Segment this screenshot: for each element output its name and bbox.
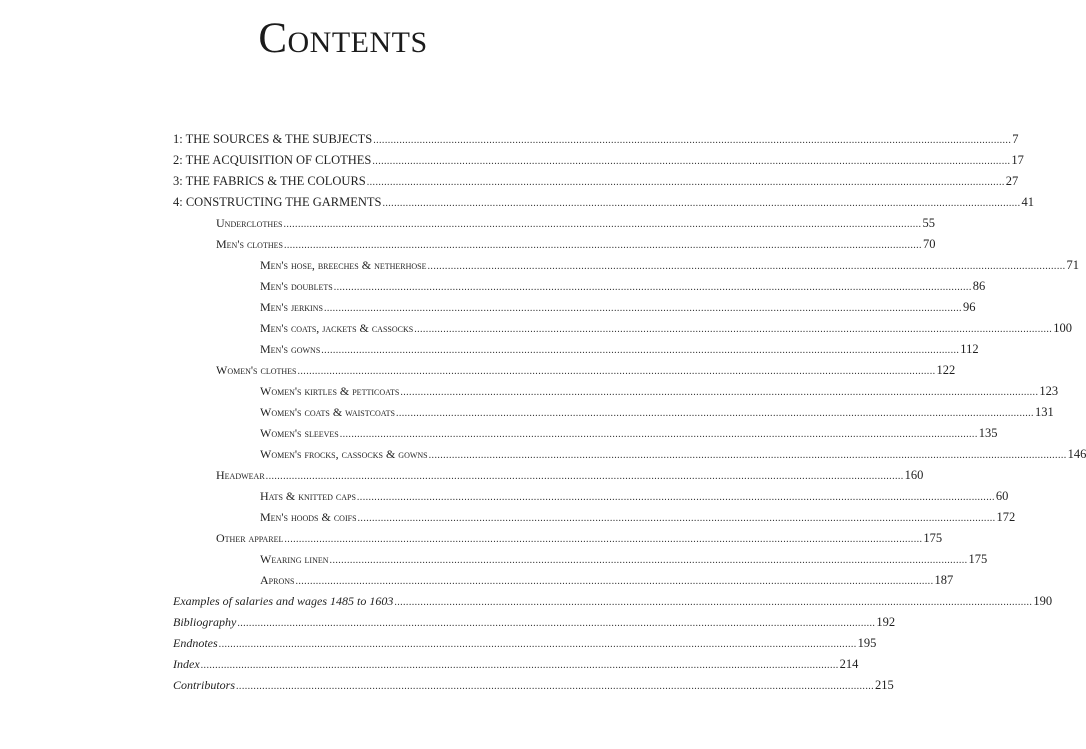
toc-entry-label: Men's clothes [216,237,283,251]
toc-entry-label: Men's gowns [260,342,321,356]
dot-leader: ............................................................................................................................................................................................................................ [200,660,839,671]
dot-leader: ............................................................................................................................................................................................................................ [427,261,1066,272]
toc-entry-label: 3: THE FABRICS & THE COLOURS [173,174,366,188]
toc-entry-label: Bibliography [173,615,237,629]
dot-leader: ............................................................................................................................................................................................................................ [357,513,996,524]
dot-leader: ............................................................................................................................................................................................................................ [373,135,1012,146]
dot-leader: ............................................................................................................................................................................................................................ [321,345,960,356]
toc-entry[interactable] [216,234,936,255]
toc-entry[interactable] [260,402,1054,423]
toc-entry-label: Men's coats, jackets & cassocks [260,321,414,335]
toc-entry-label: Aprons [260,573,295,587]
toc-entry[interactable] [173,171,1019,192]
toc-entry-page-number: 160 [904,468,924,482]
dot-leader: ............................................................................................................................................................................................................................ [297,366,936,377]
toc-entry-page-number: 175 [923,531,943,545]
toc-entry[interactable] [260,318,1072,339]
toc-entry-label: Endnotes [173,636,218,650]
toc-entry[interactable] [260,549,988,570]
toc-entry-label: Other apparel [216,531,284,545]
dot-leader: ............................................................................................................................................................................................................................ [283,219,922,230]
dot-leader: ............................................................................................................................................................................................................................ [395,408,1034,419]
toc-entry-label: Women's clothes [216,363,297,377]
dot-leader: ............................................................................................................................................................................................................................ [329,555,968,566]
toc-entry-page-number: 27 [1005,174,1019,188]
toc-entry-page-number: 172 [996,510,1016,524]
dot-leader: ............................................................................................................................................................................................................................ [284,534,923,545]
toc-entry-label: Women's sleeves [260,426,339,440]
toc-entry-label: 1: THE SOURCES & THE SUBJECTS [173,132,373,146]
toc-entry-page-number: 146 [1067,447,1086,461]
toc-entry-page-number: 195 [857,636,877,650]
toc-entry[interactable] [173,192,1034,213]
toc-entry-label: Headwear [216,468,265,482]
toc-entry[interactable] [173,633,877,654]
toc-entry-label: Men's hose, breeches & netherhose [260,258,427,272]
toc-entry[interactable] [260,423,998,444]
toc-entry[interactable] [260,339,979,360]
toc-entry[interactable] [260,381,1059,402]
toc-entry[interactable] [173,654,859,675]
dot-leader: ............................................................................................................................................................................................................................ [356,492,995,503]
toc-entry[interactable] [216,213,935,234]
toc-entry[interactable] [260,507,1016,528]
toc-entry-label: Contributors [173,678,236,692]
toc-entry-label: Underclothes [216,216,283,230]
dot-leader: ............................................................................................................................................................................................................................ [265,471,904,482]
toc-entry[interactable] [216,360,956,381]
toc-entry-page-number: 122 [936,363,956,377]
toc-entry-label: 4: CONSTRUCTING THE GARMENTS [173,195,382,209]
dot-leader: ............................................................................................................................................................................................................................ [237,618,876,629]
toc-entry[interactable] [173,150,1024,171]
dot-leader: ............................................................................................................................................................................................................................ [218,639,857,650]
toc-entry-page-number: 175 [968,552,988,566]
dot-leader: ............................................................................................................................................................................................................................ [394,597,1033,608]
toc-entry[interactable] [260,570,954,591]
toc-entry[interactable] [173,129,1019,150]
toc-entry-page-number: 55 [922,216,935,230]
toc-entry-label: Men's doublets [260,279,333,293]
toc-entry-page-number: 71 [1066,258,1080,272]
toc-entry-page-number: 135 [978,426,998,440]
dot-leader: ............................................................................................................................................................................................................................ [323,303,962,314]
toc-entry-label: Men's jerkins [260,300,323,314]
toc-entry-page-number: 17 [1011,153,1024,167]
dot-leader: ............................................................................................................................................................................................................................ [236,681,875,692]
dot-leader: ............................................................................................................................................................................................................................ [366,177,1005,188]
toc-entry-page-number: 86 [972,279,986,293]
dot-leader: ............................................................................................................................................................................................................................ [295,576,934,587]
dot-leader: ............................................................................................................................................................................................................................ [372,156,1011,167]
toc-entry-page-number: 7 [1012,132,1019,146]
dot-leader: ............................................................................................................................................................................................................................ [382,198,1021,209]
toc-entry[interactable] [173,591,1053,612]
dot-leader: ............................................................................................................................................................................................................................ [428,450,1067,461]
toc-entry-page-number: 96 [962,300,976,314]
toc-entry-label: Wearing linen [260,552,329,566]
toc-entry-page-number: 215 [875,678,894,692]
toc-entry[interactable] [173,675,894,696]
toc-entry-label: 2: THE ACQUISITION OF CLOTHES [173,153,372,167]
toc-entry[interactable] [260,444,1086,465]
toc-entry-label: Men's hoods & coifs [260,510,357,524]
toc-entry-page-number: 192 [876,615,896,629]
toc-entry[interactable] [216,465,924,486]
toc-entry-label: Index [173,657,200,671]
dot-leader: ............................................................................................................................................................................................................................ [333,282,972,293]
toc-entry-page-number: 214 [839,657,859,671]
toc-entry[interactable] [260,486,1009,507]
toc-entry-page-number: 131 [1034,405,1054,419]
toc-entry[interactable] [216,528,943,549]
dot-leader: ............................................................................................................................................................................................................................ [339,429,978,440]
toc-entry-label: Examples of salaries and wages 1485 to 1603 [173,594,394,608]
toc-entry-label: Women's coats & waistcoats [260,405,395,419]
toc-entry-page-number: 70 [922,237,936,251]
toc-entry-page-number: 112 [960,342,979,356]
dot-leader: ............................................................................................................................................................................................................................ [414,324,1053,335]
toc-entry-page-number: 41 [1021,195,1034,209]
toc-entry-label: Women's kirtles & petticoats [260,384,400,398]
toc-entry-label: Women's frocks, cassocks & gowns [260,447,428,461]
toc-entry[interactable] [173,612,896,633]
toc-entry-label: Hats & knitted caps [260,489,356,503]
toc-entry[interactable] [260,297,976,318]
dot-leader: ............................................................................................................................................................................................................................ [400,387,1039,398]
toc-entry-page-number: 100 [1053,321,1072,335]
toc-entry[interactable] [260,255,1080,276]
toc-entry-page-number: 60 [995,489,1009,503]
toc-entry-page-number: 187 [934,573,954,587]
page-title: Contents [258,15,428,62]
toc-entry-page-number: 123 [1039,384,1059,398]
dot-leader: ............................................................................................................................................................................................................................ [283,240,922,251]
toc-entry-page-number: 190 [1033,594,1053,608]
toc-entry[interactable] [260,276,986,297]
